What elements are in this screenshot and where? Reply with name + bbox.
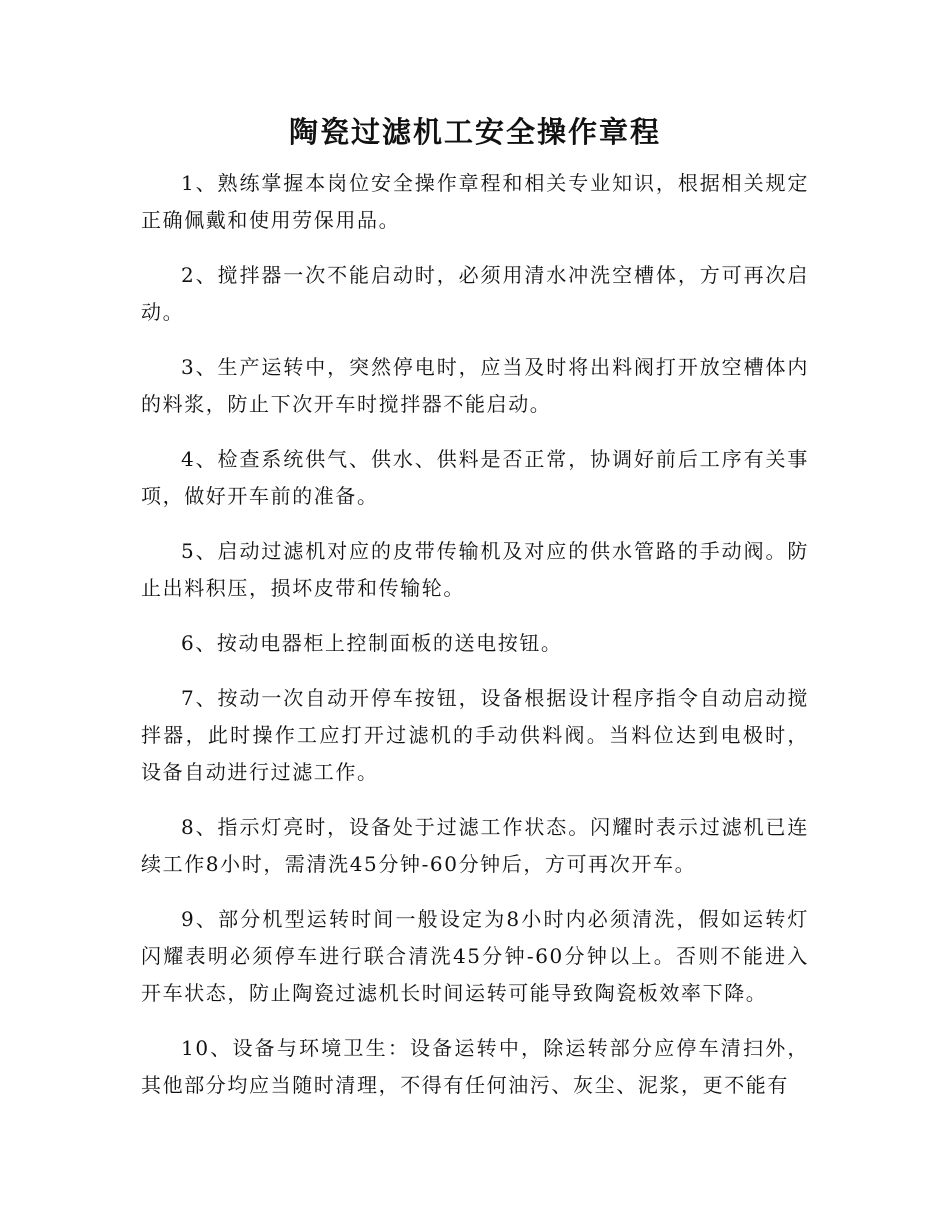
paragraph-9: 9、部分机型运转时间一般设定为8小时内必须清洗，假如运转灯闪耀表明必须停车进行联合清洗45分钟-60分钟以上。否则不能进入开车状态，防止陶瓷过滤机长时间运转可能导致陶瓷板效率下降。 (141, 907, 809, 1005)
document-title: 陶瓷过滤机工安全操作章程 (288, 115, 661, 149)
paragraph-2: 2、搅拌器一次不能启动时，必须用清水冲洗空槽体，方可再次启动。 (141, 263, 809, 324)
document-body (141, 165, 809, 1122)
paragraph-10: 10、设备与环境卫生：设备运转中，除运转部分应停车清扫外，其他部分均应当随时清理，不得有任何油污、灰尘、泥浆，更不能有 (141, 1036, 809, 1097)
paragraph-4: 4、检查系统供气、供水、供料是否正常，协调好前后工序有关事项，做好开车前的准备。 (141, 447, 809, 508)
paragraph-8: 8、指示灯亮时，设备处于过滤工作状态。闪耀时表示过滤机已连续工作8小时，需清洗45分钟-60分钟后，方可再次开车。 (141, 815, 809, 876)
paragraph-6: 6、按动电器柜上控制面板的送电按钮。 (181, 631, 563, 655)
paragraph-5: 5、启动过滤机对应的皮带传输机及对应的供水管路的手动阀。防止出料积压，损坏皮带和传输轮。 (141, 539, 809, 600)
paragraph-3: 3、生产运转中，突然停电时，应当及时将出料阀打开放空槽体内的料浆，防止下次开车时搅拌器不能启动。 (141, 355, 809, 416)
paragraph-1: 1、熟练掌握本岗位安全操作章程和相关专业知识，根据相关规定正确佩戴和使用劳保用品。 (141, 171, 809, 232)
paragraph-7: 7、按动一次自动开停车按钮，设备根据设计程序指令自动启动搅拌器，此时操作工应打开过滤机的手动供料阀。当料位达到电极时，设备自动进行过滤工作。 (141, 686, 809, 784)
